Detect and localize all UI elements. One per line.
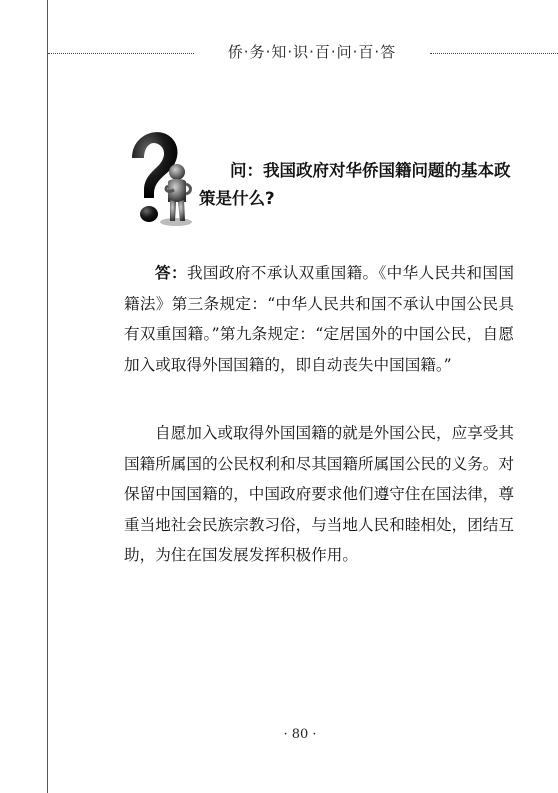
answer-paragraph-2: 自愿加入或取得外国国籍的就是外国公民，应享受其国籍所属国的公民权利和尽其国籍所属国公民的义务。对保留中国国籍的，中国政府要求他们遵守住在国法律，尊重当地社会民族宗教习俗，与当地人民和睦相处，团结互助，为住在国发展发挥积极作用。	[124, 424, 514, 564]
running-header: 侨·务·知·识·百·问·百·答	[227, 43, 397, 61]
header-rule-right	[430, 53, 558, 54]
question-mark-figure-icon	[124, 128, 200, 230]
answer-paragraph-1-text: 我国政府不承认双重国籍。《中华人民共和国国籍法》第三条规定：“中华人民共和国不承认中国公民具有双重国籍。”第九条规定：“定居国外的中国公民，自愿加入或取得外国国籍的，即自动丧失中国国籍。”	[124, 264, 514, 374]
question-line-2: 策是什么?	[199, 189, 275, 208]
question-heading	[199, 157, 511, 213]
answer-label: 答：	[155, 264, 187, 282]
question-line-1: 问：我国政府对华侨国籍问题的基本政	[230, 161, 511, 180]
answer-paragraph-1	[124, 258, 514, 380]
page-margin-line	[47, 0, 48, 793]
header-rule-left	[48, 53, 194, 54]
page-number: · 80 ·	[283, 727, 317, 742]
